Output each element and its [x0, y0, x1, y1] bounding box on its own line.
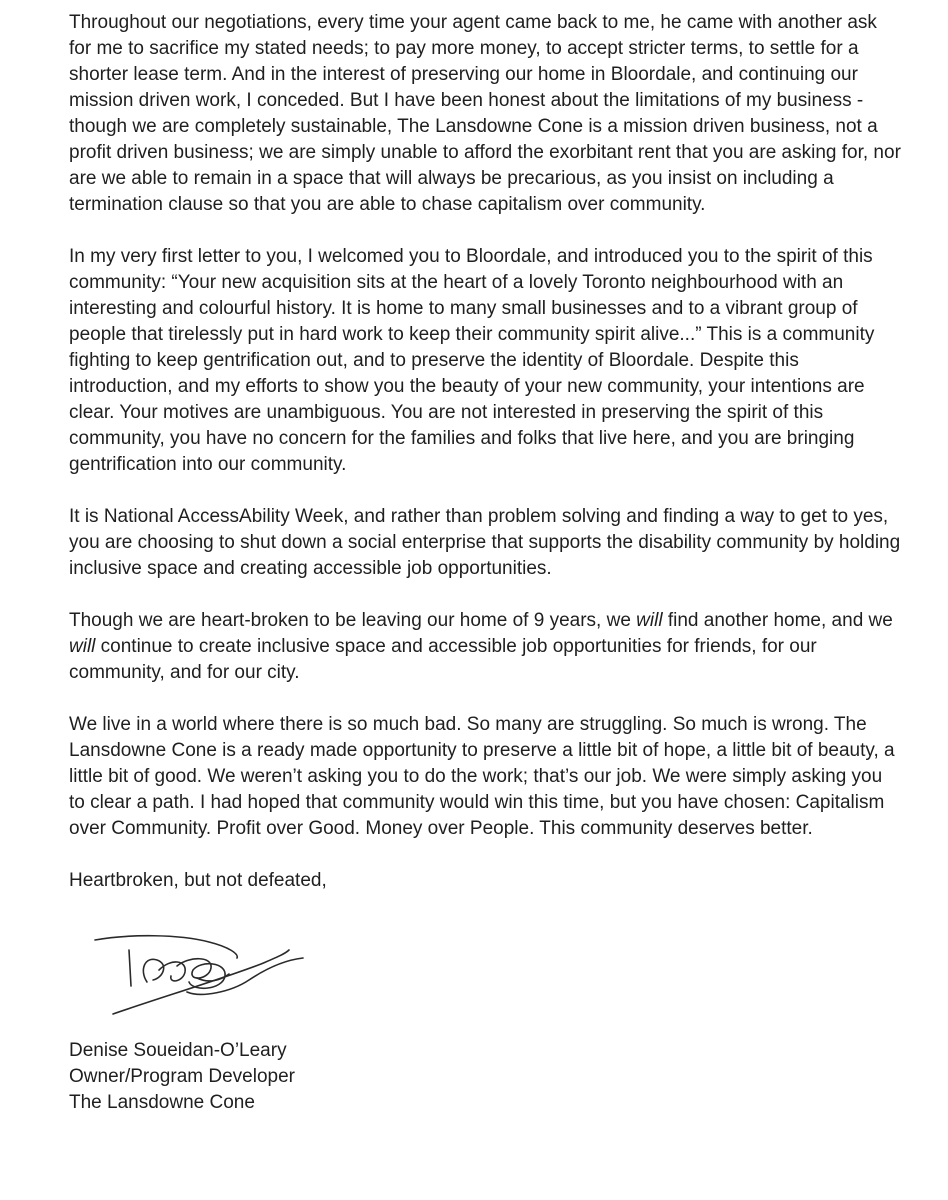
signer-organization: The Lansdowne Cone — [69, 1092, 255, 1113]
emphasis-will-1: will — [636, 610, 663, 631]
paragraph-new-home-text-1: Though we are heart-broken to be leaving our home of 9 years, we — [69, 610, 637, 631]
closing-salutation: Heartbroken, but not defeated, — [69, 870, 327, 891]
paragraph-negotiations: Throughout our negotiations, every time your agent came back to me, he came with another ask for me to sacrifice my stated needs; to pay more money, to accept stricter terms, to settle for a shorter lease term. And in the interest of preserving our home in Bloordale, and continuing our mission driven work, I conceded. But I have been honest about the limitations of my business - though we are completely sustainable, The Lansdowne Cone is a mission driven business, not a profit driven business; we are simply unable to afford the exorbitant rent that you are asking for, nor are we able to remain in a space that will always be precarious, as you insist on including a termination clause so that you are able to chase capitalism over community. — [69, 12, 901, 215]
signature-block — [69, 1038, 901, 1116]
signer-name: Denise Soueidan-O’Leary — [69, 1040, 287, 1061]
handwritten-signature — [89, 920, 309, 1030]
paragraph-accessability-week: It is National AccessAbility Week, and rather than problem solving and finding a way to get to yes, you are choosing to shut down a social enterprise that supports the disability community by holding inclusive space and creating accessible job opportunities. — [69, 506, 901, 579]
signer-title: Owner/Program Developer — [69, 1066, 295, 1087]
emphasis-will-2: will — [69, 636, 96, 657]
paragraph-new-home-text-3: continue to create inclusive space and accessible job opportunities for friends, for our community, and for our city. — [69, 636, 817, 683]
paragraph-new-home-text-2: find another home, and we — [662, 610, 893, 631]
paragraph-world: We live in a world where there is so much bad. So many are struggling. So much is wrong. The Lansdowne Cone is a ready made opportunity to preserve a little bit of hope, a little bit of beauty, a little bit of good. We weren’t asking you to do the work; that’s our job. We were simply asking you to clear a path. I had hoped that community would win this time, but you have chosen: Capitalism over Community. Profit over Good. Money over People. This community deserves better. — [69, 714, 895, 839]
paragraph-first-letter: In my very first letter to you, I welcomed you to Bloordale, and introduced you to the spirit of this community: “Your new acquisition sits at the heart of a lovely Toronto neighbourhood with an interesting and colourful history. It is home to many small businesses and to a vibrant group of people that tirelessly put in hard work to keep their community spirit alive...” This is a community fighting to keep gentrification out, and to preserve the identity of Bloordale. Despite this introduction, and my efforts to show you the beauty of your new community, your intentions are clear. Your motives are unambiguous. You are not interested in preserving the spirit of this community, you have no concern for the families and folks that live here, and you are bringing gentrification into our community. — [69, 246, 875, 475]
letter-body — [69, 10, 901, 1142]
paragraph-new-home — [69, 608, 901, 686]
